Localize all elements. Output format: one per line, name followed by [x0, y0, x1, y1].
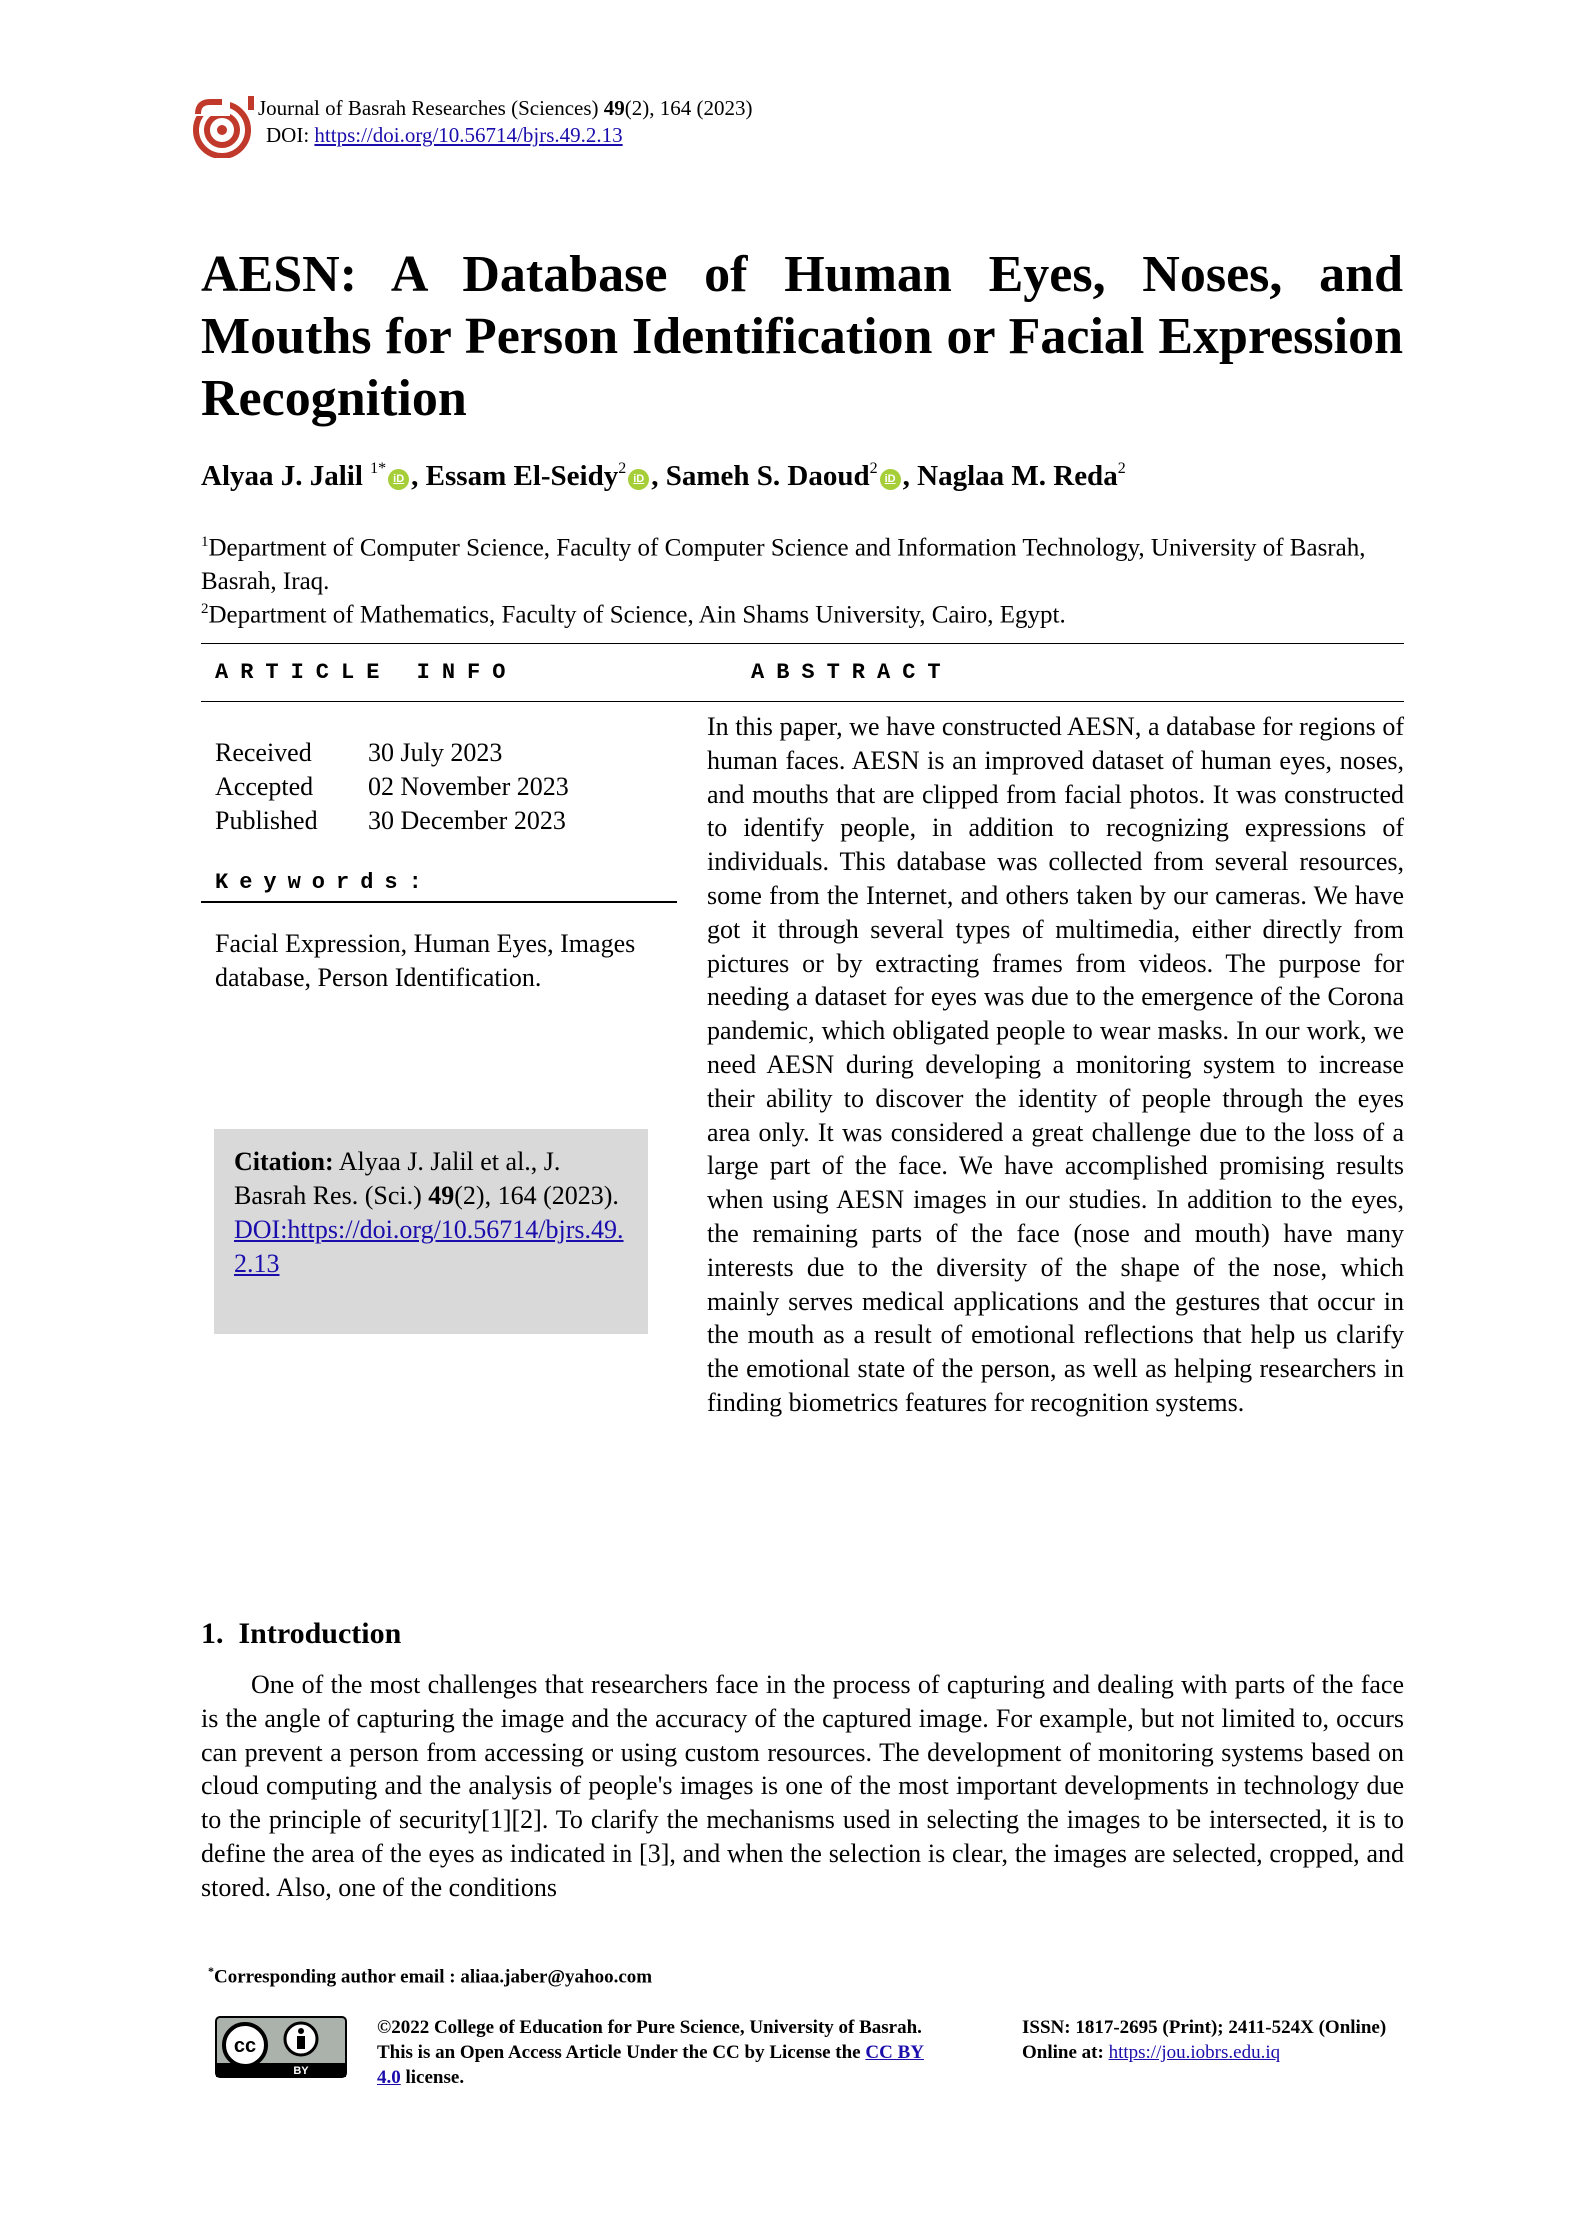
header-rule-top	[201, 643, 1404, 644]
affiliation-text: Department of Mathematics, Faculty of Science, Ain Shams University, Cairo, Egypt.	[208, 601, 1066, 629]
published-row	[215, 804, 569, 838]
abstract-heading: ABSTRACT	[751, 660, 953, 685]
license-suffix: license.	[400, 2067, 465, 2088]
received-row	[215, 736, 569, 770]
author-affiliation-mark: 2	[869, 460, 878, 477]
svg-text:cc: cc	[233, 2035, 257, 2057]
affiliation-2	[201, 592, 1403, 632]
affiliation-mark: 2	[201, 601, 209, 617]
footnote-mark: *	[208, 1964, 214, 1978]
license-link[interactable]: CC BY 4.0	[377, 2042, 924, 2088]
copyright-notice	[377, 2015, 937, 2090]
keywords-rule	[201, 901, 677, 903]
author-name: Sameh S. Daoud	[665, 460, 870, 492]
accepted-label: Accepted	[215, 772, 314, 801]
affiliation-text: Department of Computer Science, Faculty of Computer Science and Information Technology, University of Basrah, Basrah, Iraq.	[201, 534, 1366, 596]
author-affiliation-mark: 1*	[370, 460, 387, 477]
header-rule-bottom	[201, 701, 1404, 702]
published-date: 30 December 2023	[368, 806, 566, 835]
affiliation-mark: 1	[201, 534, 209, 550]
cc-by-label: BY	[293, 2065, 309, 2077]
citation-doi-link[interactable]: DOI:https://doi.org/10.56714/bjrs.49.2.13	[234, 1215, 624, 1278]
doi-label: DOI:	[266, 123, 315, 147]
issn-block	[1022, 2015, 1386, 2065]
journal-name: Journal of Basrah Researches (Sciences)	[258, 96, 604, 120]
corresponding-author-footnote	[208, 1964, 652, 1988]
copyright-text: ©2022 College of Education for Pure Science, University of Basrah. This is an Open Access Article Under the CC by License the	[377, 2017, 922, 2063]
published-label: Published	[215, 806, 318, 835]
author-affiliation-mark: 2	[618, 460, 627, 477]
author-name: Alyaa J. Jalil	[201, 460, 363, 492]
journal-website-link[interactable]: https://jou.iobrs.edu.iq	[1108, 2042, 1281, 2063]
author-name: Essam El-Seidy	[425, 460, 619, 492]
citation-label: Citation:	[234, 1147, 334, 1176]
paper-title: AESN: A Database of Human Eyes, Noses, and Mouths for Person Identification or Facial Expression Recognition	[201, 246, 1403, 427]
accepted-row	[215, 770, 569, 804]
citation-issue: (2), 164 (2023).	[454, 1181, 619, 1210]
received-date: 30 July 2023	[368, 738, 503, 767]
introduction-text: One of the most challenges that researchers face in the process of capturing and dealing with parts of the face is the angle of capturing the image and the accuracy of the captured image. For example, but not limited to, occurs can prevent a person from accessing or using custom resources. The development of monitoring systems based on cloud computing and the analysis of people's images is one of the most important developments in technology due to the principle of security[1][2]. To clarify the mechanisms used in selecting the images to be intersected, it is to define the area of the eyes as indicated in [3], and when the selection is clear, the images are selected, cropped, and stored. Also, one of the conditions	[201, 1670, 1404, 1902]
journal-issue: (2), 164 (2023)	[624, 96, 753, 120]
author-list: Alyaa J. Jalil $^{1*}$iD , Essam El-Seidy$^2$iD , Sameh S. Daoud$^2$iD , Naglaa M. Reda$^2$	[201, 460, 1126, 492]
author-name: Naglaa M. Reda	[917, 460, 1118, 492]
keywords-text: Facial Expression, Human Eyes, Images database, Person Identification.	[215, 929, 636, 992]
orcid-icon[interactable]: iD	[388, 469, 409, 490]
keywords-heading: Keywords:	[215, 870, 433, 895]
article-info-heading: ARTICLE INFO	[215, 660, 518, 685]
journal-citation-line	[258, 95, 753, 121]
doi-link[interactable]: https://doi.org/10.56714/bjrs.49.2.13	[314, 123, 623, 147]
citation-volume: 49	[428, 1181, 455, 1210]
affiliation-1	[201, 525, 1403, 599]
journal-logo-icon	[192, 94, 256, 158]
orcid-icon[interactable]: iD	[880, 469, 901, 490]
article-dates	[215, 736, 569, 838]
accepted-date: 02 November 2023	[368, 772, 569, 801]
abstract-text: In this paper, we have constructed AESN, a database for regions of human faces. AESN is an improved dataset of human eyes, noses, and mouths that are clipped from facial photos. It was constructed to identify people, in addition to recognizing expressions of individuals. This database was collected from several resources, some from the Internet, and others taken by our cameras. We have got it through several types of multimedia, either directly from pictures or by extracting frames from videos. The purpose for needing a dataset for eyes was due to the emergence of the Corona pandemic, which obligated people to wear masks. In our work, we need AESN during developing a monitoring system to increase their ability to discover the identity of people through the eyes area only. It was considered a great challenge due to the loss of a large part of the face. We have accomplished promising results when using AESN images in our studies. In addition to the eyes, the remaining parts of the face (nose and mouth) have many interests due to the diversity of the shape of the nose, which mainly serves medical applications and the gestures that occur in the mouth as a result of emotional reflections that help us clarify the emotional state of the person, as well as helping researchers in finding biometrics features for recognition systems.	[707, 712, 1404, 1417]
orcid-icon[interactable]: iD	[628, 469, 649, 490]
cc-by-license-icon	[215, 2016, 347, 2078]
introduction-heading: 1. Introduction	[201, 1617, 402, 1650]
received-label: Received	[215, 738, 312, 767]
citation-body: Alyaa J. Jalil et al., J. Basrah Res. (Sci.)	[234, 1147, 561, 1210]
issn-text: ISSN: 1817-2695 (Print); 2411-524X (Online)	[1022, 2017, 1387, 2038]
doi-line	[266, 122, 623, 148]
journal-volume: 49	[603, 96, 625, 120]
online-line	[1022, 2040, 1386, 2065]
footnote-text: Corresponding author email : aliaa.jaber@yahoo.com	[214, 1966, 653, 1988]
online-label: Online at:	[1022, 2042, 1109, 2063]
citation-text	[234, 1145, 634, 1281]
author-affiliation-mark: 2	[1117, 460, 1126, 477]
